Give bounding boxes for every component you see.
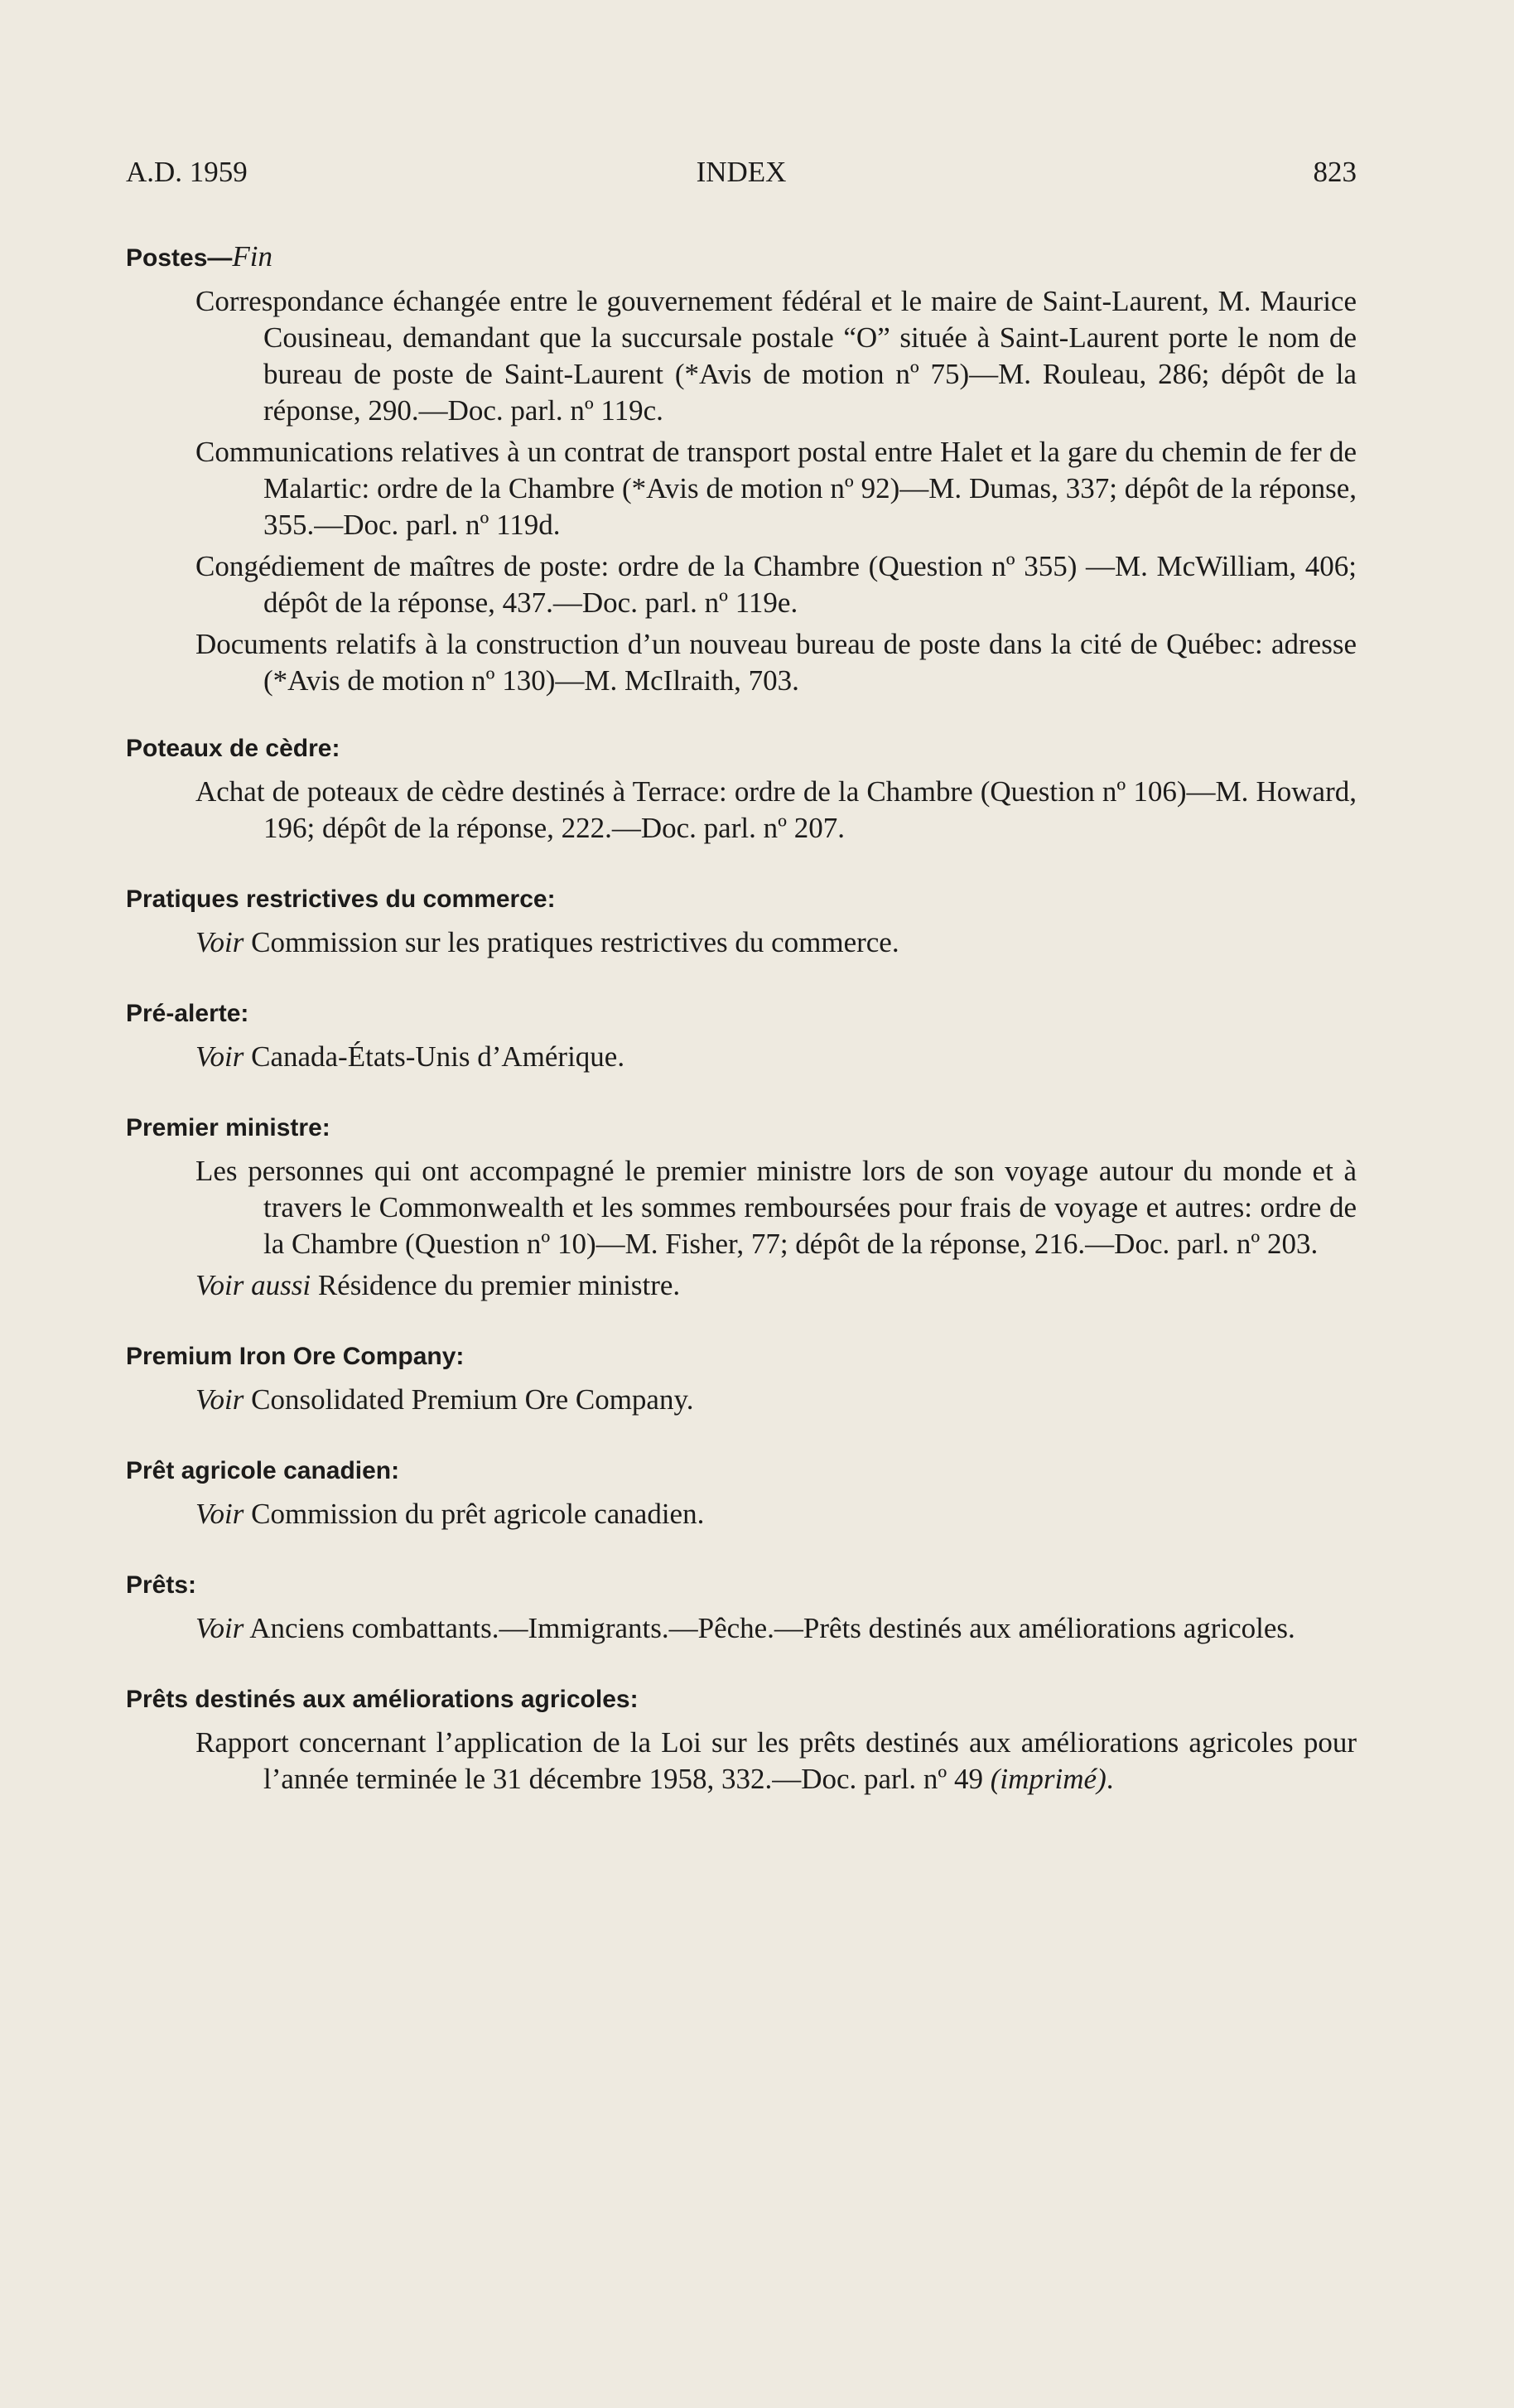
section-poteaux-de-cedre: [126, 732, 1357, 847]
index-entry: Achat de poteaux de cèdre destinés à Terrace: ordre de la Chambre (Question nº 106)—M. Howard, 196; dépôt de la réponse, 222.—Doc. parl. nº 207.: [195, 775, 1357, 844]
section-pratiques-restrictives: [126, 883, 1357, 961]
printed-note: (imprimé): [990, 1763, 1107, 1795]
section-heading: Poteaux de cèdre:: [126, 735, 340, 762]
section-premium-iron-ore: [126, 1340, 1357, 1418]
section-heading: Premium Iron Ore Company:: [126, 1343, 465, 1370]
index-entry: Congédiement de maîtres de poste: ordre de la Chambre (Question nº 355) —M. McWilliam, 406; dépôt de la réponse, 437.—Doc. parl. nº 119e.: [195, 550, 1357, 619]
section-heading: Pré-alerte:: [126, 1000, 249, 1027]
section-heading: Postes—Fin: [126, 240, 272, 273]
index-entry: Communications relatives à un contrat de transport postal entre Halet et la gare du chemin de fer de Malartic: ordre de la Chambre (*Avis de motion nº 92)—M. Dumas, 337; dépôt de la réponse, 355.—Doc. parl. nº 119d.: [195, 436, 1357, 541]
section-pret-agricole-canadien: [126, 1455, 1357, 1532]
header-year: A.D. 1959: [126, 156, 248, 188]
index-entry: Documents relatifs à la construction d’un nouveau bureau de poste dans la cité de Québec: adresse (*Avis de motion nº 130)—M. McIlraith, 703.: [195, 628, 1357, 697]
section-heading: Prêt agricole canadien:: [126, 1457, 400, 1484]
running-head: [126, 156, 1357, 197]
section-prets: [126, 1569, 1357, 1647]
see-reference: Voir: [195, 1383, 244, 1416]
index-content: [126, 240, 1357, 1834]
section-heading: Prêts destinés aux améliorations agricoles:: [126, 1686, 639, 1713]
see-reference: Voir: [195, 1612, 244, 1644]
index-entry: Rapport concernant l’application de la Loi sur les prêts destinés aux améliorations agricoles pour l’année terminée le 31 décembre 1958, 332.—Doc. parl. nº 49 (imprimé).: [195, 1726, 1357, 1795]
section-postes: [126, 240, 1357, 699]
section-pre-alerte: [126, 997, 1357, 1075]
index-entry: Correspondance échangée entre le gouvernement fédéral et le maire de Saint-Laurent, M. Maurice Cousineau, demandant que la succursale postale “O” située à Saint-Laurent porte le nom de bureau de poste de Saint-Laurent (*Avis de motion nº 75)—M. Rouleau, 286; dépôt de la réponse, 290.—Doc. parl. nº 119c.: [195, 285, 1357, 427]
header-title: INDEX: [696, 156, 787, 188]
index-entry: Voir Canada-États-Unis d’Amérique.: [195, 1040, 625, 1073]
page-number: 823: [1313, 156, 1357, 188]
index-entry: Voir Commission sur les pratiques restrictives du commerce.: [195, 926, 899, 958]
see-also-entry: Voir aussi Résidence du premier ministre.: [195, 1269, 681, 1301]
see-reference: Voir: [195, 926, 244, 958]
section-heading: Prêts:: [126, 1571, 197, 1599]
section-prets-ameliorations-agricoles: [126, 1683, 1357, 1798]
index-entry: Voir Commission du prêt agricole canadien.: [195, 1498, 705, 1530]
see-also-reference: Voir aussi: [195, 1269, 311, 1301]
see-reference: Voir: [195, 1498, 244, 1530]
index-entry: Voir Consolidated Premium Ore Company.: [195, 1383, 694, 1416]
see-reference: Voir: [195, 1040, 244, 1073]
section-heading: Premier ministre:: [126, 1114, 330, 1141]
index-entry: Les personnes qui ont accompagné le premier ministre lors de son voyage autour du monde et à travers le Commonwealth et les sommes remboursées pour frais de voyage et autres: ordre de la Chambre (Question nº 10)—M. Fisher, 77; dépôt de la réponse, 216.—Doc. parl. nº 203.: [195, 1155, 1357, 1260]
index-entry: Voir Anciens combattants.—Immigrants.—Pêche.—Prêts destinés aux améliorations agricoles.: [195, 1612, 1295, 1644]
section-premier-ministre: [126, 1112, 1357, 1304]
section-heading: Pratiques restrictives du commerce:: [126, 886, 556, 913]
